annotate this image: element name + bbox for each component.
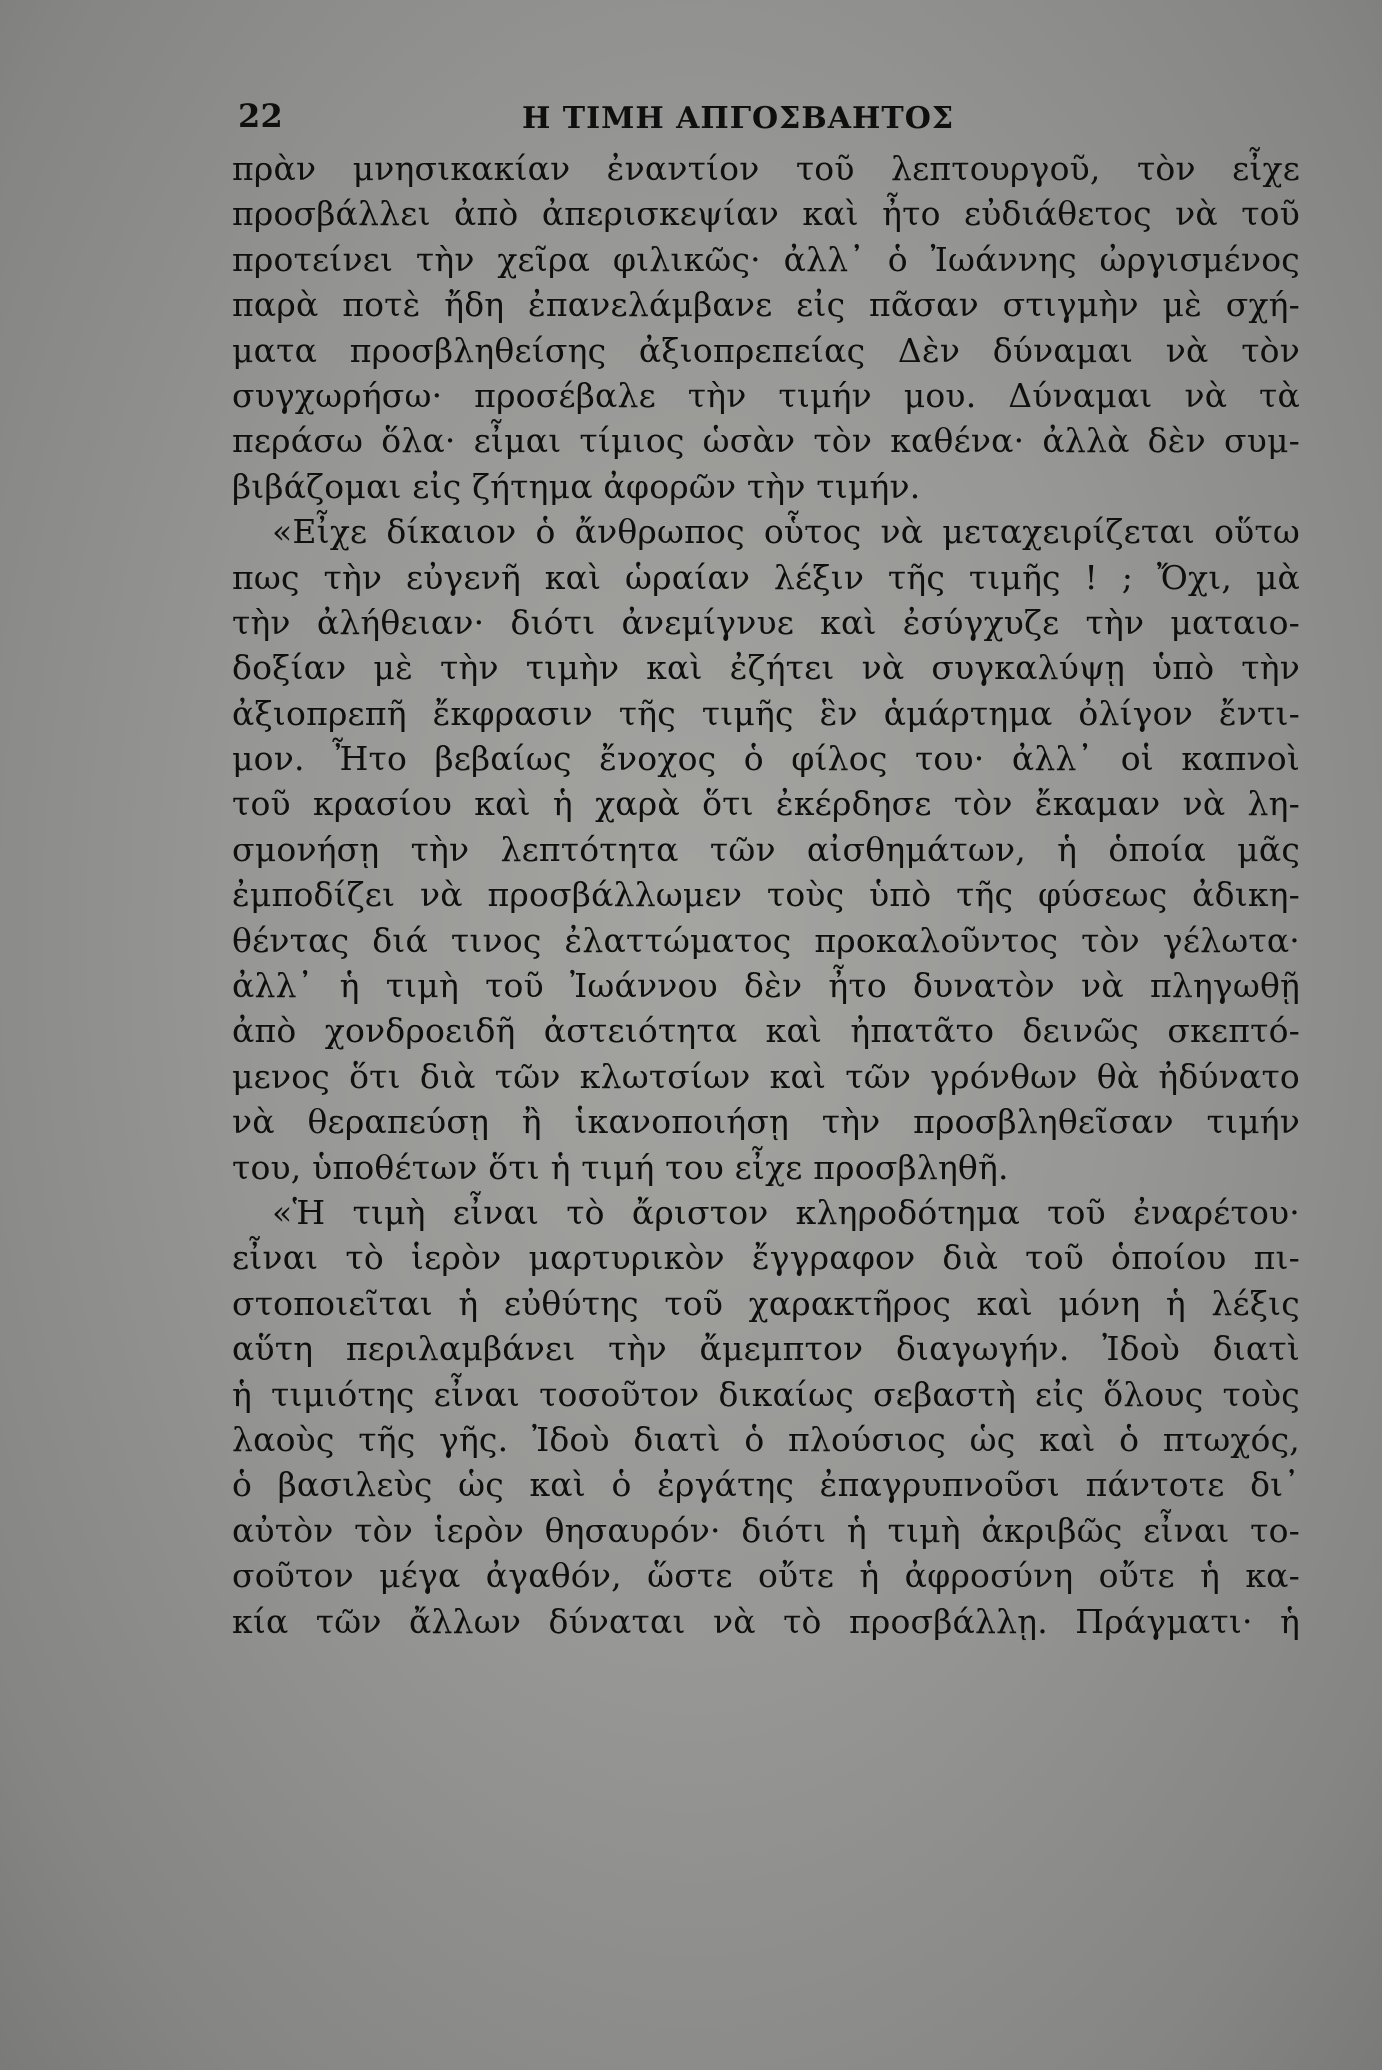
text-line: πρὰν μνησικακίαν ἐναντίον τοῦ λεπτουργοῦ, τὸν εἶχε — [232, 149, 1300, 188]
text-line: αὕτη περιλαμβάνει τὴν ἄμεμπτον διαγωγήν. Ἰδοὺ διατὶ — [232, 1329, 1300, 1369]
text-line: παρὰ ποτὲ ἤδη ἐπανελάμβανε εἰς πᾶσαν στιγμὴν μὲ σχή- — [232, 285, 1300, 325]
text-line: προσβάλλει ἀπὸ ἀπερισκεψίαν καὶ ἦτο εὐδιάθετος νὰ τοῦ — [232, 194, 1300, 234]
text-line: ἀπὸ χονδροειδῆ ἀστειότητα καὶ ἠπατᾶτο δεινῶς σκεπτό- — [232, 1011, 1300, 1051]
text-line: συγχωρήσω· προσέβαλε τὴν τιμήν μου. Δύναμαι νὰ τὰ — [232, 375, 1300, 415]
text-line: ἀλλ᾽ ἡ τιμὴ τοῦ Ἰωάννου δὲν ἦτο δυνατὸν νὰ πληγωθῇ — [232, 966, 1300, 1006]
book-page — [232, 92, 1300, 1644]
text-line: βιβάζομαι εἰς ζήτημα ἀφορῶν τὴν τιμήν. — [232, 466, 921, 506]
text-line: προτείνει τὴν χεῖρα φιλικῶς· ἀλλ᾽ ὁ Ἰωάννης ὠργισμένος — [232, 239, 1300, 279]
text-line: σμονήσῃ τὴν λεπτότητα τῶν αἰσθημάτων, ἡ ὁποία μᾶς — [232, 829, 1300, 869]
text-line: μον. Ἦτο βεβαίως ἔνοχος ὁ φίλος του· ἀλλ᾽ οἱ καπνοὶ — [232, 739, 1300, 779]
page-number: 22 — [238, 97, 283, 135]
text-line: τοῦ κρασίου καὶ ἡ χαρὰ ὅτι ἐκέρδησε τὸν ἔκαμαν νὰ λη- — [232, 784, 1300, 824]
text-line: ὁ βασιλεὺς ὡς καὶ ὁ ἐργάτης ἐπαγρυπνοῦσι πάντοτε δι᾽ — [232, 1465, 1300, 1505]
text-line: τὴν ἀλήθειαν· διότι ἀνεμίγνυε καὶ ἐσύγχυζε τὴν ματαιο- — [232, 602, 1300, 642]
text-line: περάσω ὅλα· εἶμαι τίμιος ὡσὰν τὸν καθένα· ἀλλὰ δὲν συμ- — [232, 421, 1300, 461]
running-title: Η ΤΙΜΗ ΑΠΓΟΣΒΑΗΤΟΣ — [522, 101, 955, 136]
page-header — [232, 92, 1300, 140]
text-line: λαοὺς τῆς γῆς. Ἰδοὺ διατὶ ὁ πλούσιος ὡς καὶ ὁ πτωχός, — [232, 1419, 1300, 1459]
text-line: κία τῶν ἄλλων δύναται νὰ τὸ προσβάλλῃ. Πράγματι· ἡ — [232, 1601, 1300, 1641]
text-line: του, ὑποθέτων ὅτι ἡ τιμή του εἶχε προσβληθῆ. — [232, 1147, 1009, 1187]
text-line: ἐμποδίζει νὰ προσβάλλωμεν τοὺς ὑπὸ τῆς φύσεως ἀδικη- — [232, 875, 1300, 915]
text-line: πως τὴν εὐγενῆ καὶ ὡραίαν λέξιν τῆς τιμῆς ! ; Ὄχι, μὰ — [232, 557, 1300, 597]
text-line: στοποιεῖται ἡ εὐθύτης τοῦ χαρακτῆρος καὶ μόνη ἡ λέξις — [232, 1283, 1300, 1323]
text-line: «Ἡ τιμὴ εἶναι τὸ ἄριστον κληροδότημα τοῦ ἐναρέτου· — [272, 1192, 1300, 1232]
text-line: μενος ὅτι διὰ τῶν κλωτσίων καὶ τῶν γρόνθων θὰ ἠδύνατο — [232, 1056, 1300, 1096]
text-line: εἶναι τὸ ἱερὸν μαρτυρικὸν ἔγγραφον διὰ τοῦ ὁποίου πι- — [232, 1238, 1300, 1278]
text-line: σοῦτον μέγα ἀγαθόν, ὥστε οὔτε ἡ ἀφροσύνη οὔτε ἡ κα- — [232, 1556, 1300, 1596]
text-line: αὐτὸν τὸν ἱερὸν θησαυρόν· διότι ἡ τιμὴ ἀκριβῶς εἶναι το- — [232, 1510, 1300, 1550]
text-line: ματα προσβληθείσης ἀξιοπρεπείας Δὲν δύναμαι νὰ τὸν — [232, 330, 1300, 370]
text-line: «Εἶχε δίκαιον ὁ ἄνθρωπος οὗτος νὰ μεταχειρίζεται οὕτω — [272, 512, 1300, 552]
body-text — [232, 146, 1300, 1644]
text-line: ἡ τιμιότης εἶναι τοσοῦτον δικαίως σεβαστὴ εἰς ὅλους τοὺς — [232, 1374, 1300, 1414]
text-line: ἀξιοπρεπῆ ἔκφρασιν τῆς τιμῆς ἓν ἁμάρτημα ὀλίγον ἔντι- — [232, 693, 1300, 733]
text-line: θέντας διά τινος ἐλαττώματος προκαλοῦντος τὸν γέλωτα· — [232, 920, 1300, 960]
text-line: νὰ θεραπεύσῃ ἢ ἱκανοποιήσῃ τὴν προσβληθεῖσαν τιμήν — [232, 1102, 1300, 1142]
text-line: δοξίαν μὲ τὴν τιμὴν καὶ ἐζήτει νὰ συγκαλύψῃ ὑπὸ τὴν — [232, 648, 1300, 688]
